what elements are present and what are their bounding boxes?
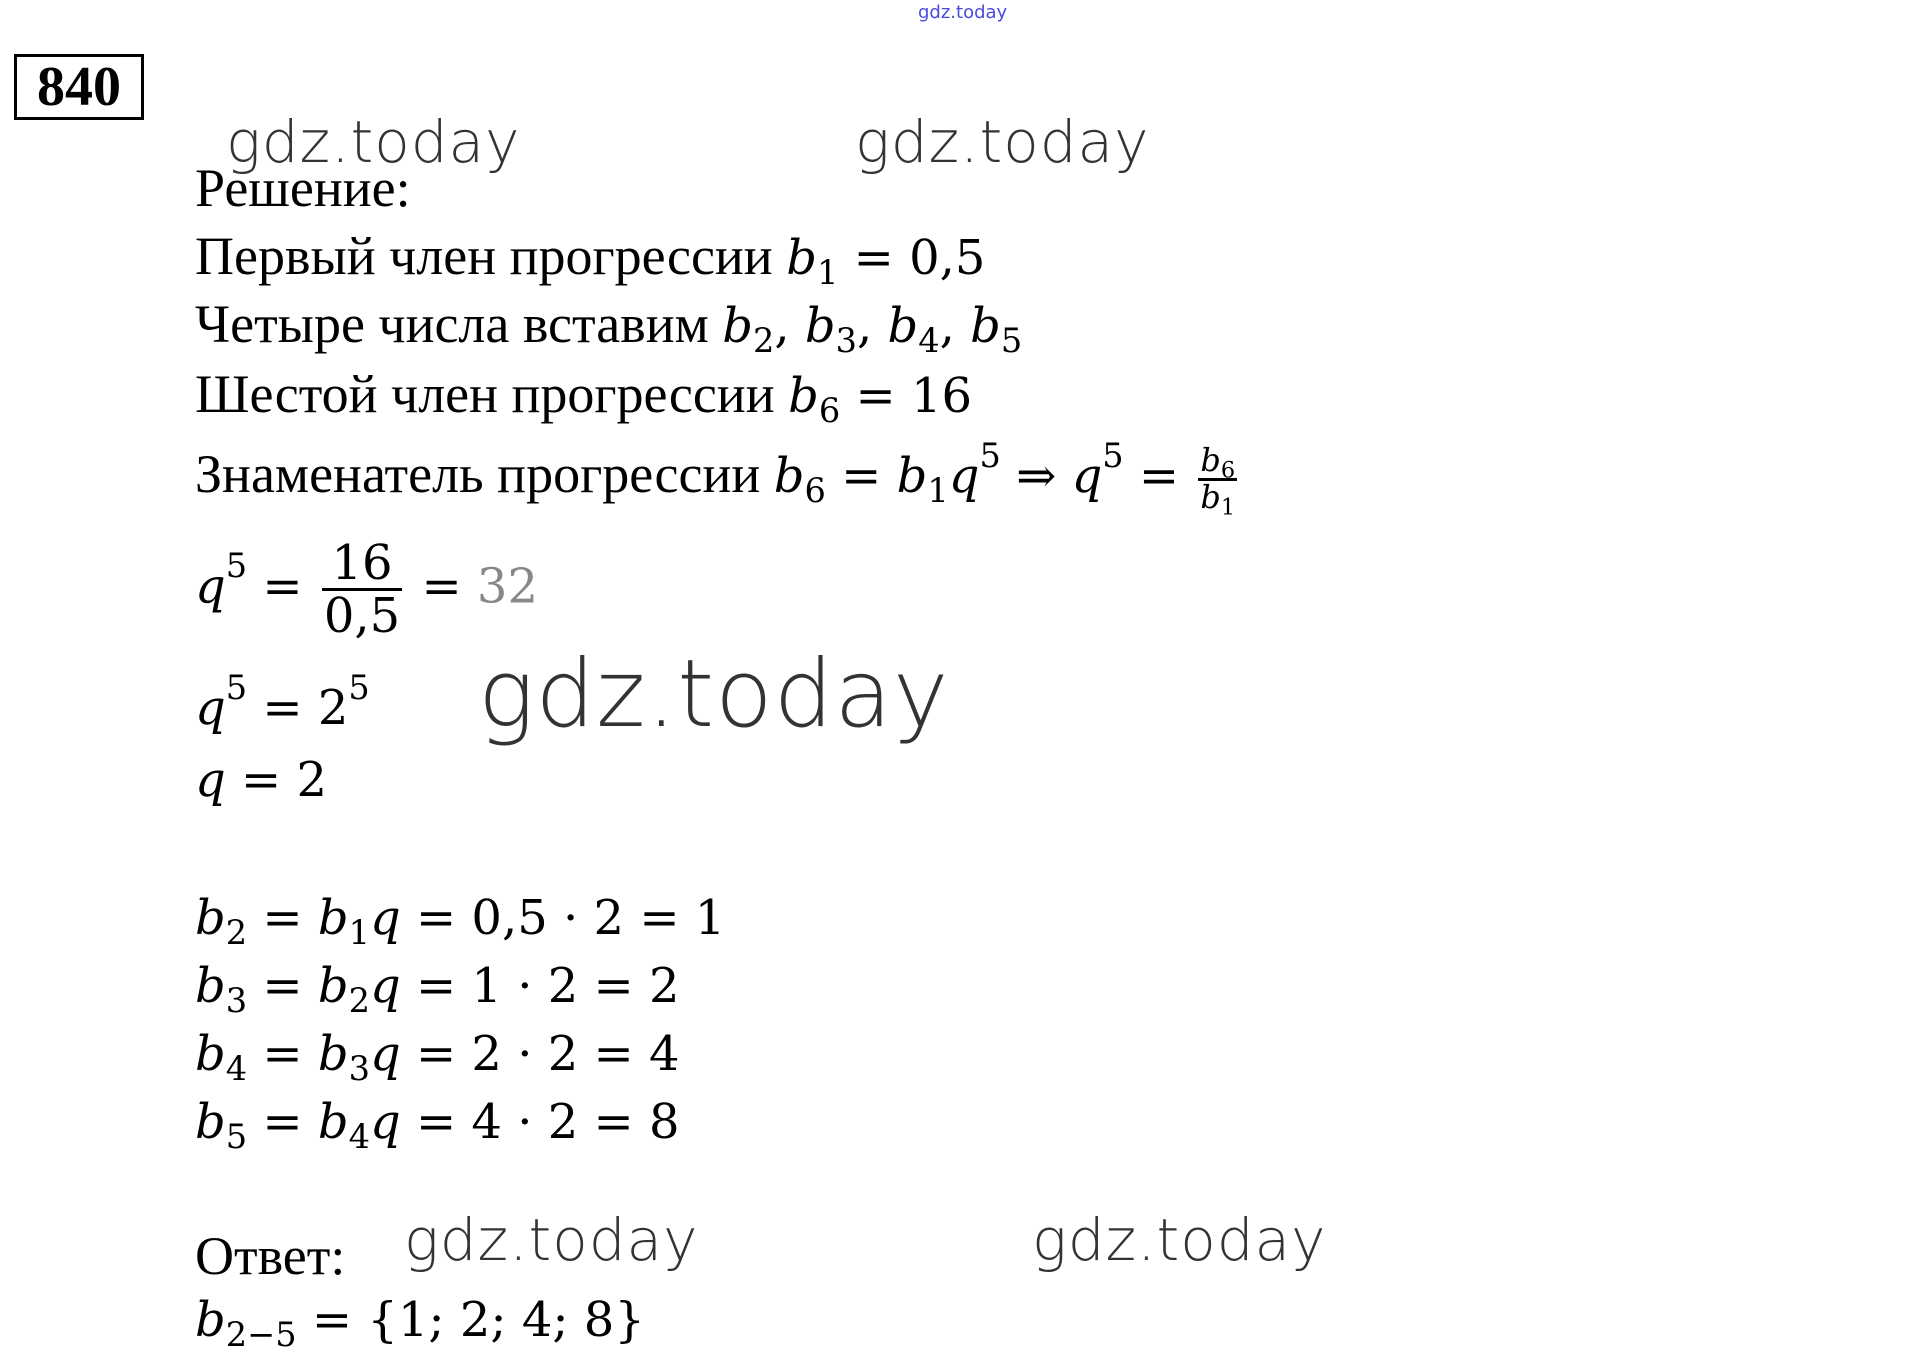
line-sixth-term-text: Шестой член прогрессии	[195, 364, 775, 424]
answer-label: Ответ:	[195, 1226, 346, 1286]
problem-number: 840	[14, 54, 144, 120]
watermark: gdz.today	[404, 1206, 699, 1274]
formula-b1: $b_1 = 0,5$	[786, 230, 986, 293]
line-first-term	[195, 226, 986, 293]
formula-q5-fraction: $q^5$ = $\frac{16}{0,5}$ = 32	[195, 535, 538, 645]
line-ratio-text: Знаменатель прогрессии	[195, 444, 761, 504]
watermark-top: gdz.today	[918, 2, 1008, 23]
watermark: gdz.today	[478, 640, 950, 749]
line-ratio	[195, 435, 1241, 521]
watermark: gdz.today	[226, 108, 521, 176]
line-first-term-text: Первый член прогрессии	[195, 226, 773, 286]
formula-b2: $b_2 = b_1q = 0,5 \cdot 2 = 1$	[195, 890, 726, 953]
formula-b5: $b_5 = b_4q = 4 \cdot 2 = 8$	[195, 1094, 680, 1157]
line-four-numbers	[195, 294, 1023, 361]
formula-b2-b5: $b_2$, $b_3$, $b_4$, $b_5$	[722, 298, 1023, 361]
formula-b6: $b_6 = 16$	[788, 368, 973, 431]
formula-ratio: $b_6 = b_1q^5$ ⇒ $q^5$ = $\frac{b_6}{b_1}$	[773, 435, 1236, 521]
line-four-numbers-text: Четыре числа вставим	[195, 294, 709, 354]
formula-q5-power: $q^5 = 2^5$	[195, 667, 370, 736]
line-sixth-term	[195, 364, 973, 431]
formula-b3: $b_3 = b_2q = 1 \cdot 2 = 2$	[195, 958, 680, 1021]
solution-heading: Решение:	[195, 158, 411, 218]
formula-b4: $b_4 = b_3q = 2 \cdot 2 = 4$	[195, 1026, 680, 1089]
formula-q: q = 2	[195, 752, 328, 808]
watermark: gdz.today	[855, 108, 1150, 176]
watermark: gdz.today	[1032, 1206, 1327, 1274]
answer-formula: $b_{2-5} = \{1$; 2; 4; 8}	[195, 1292, 645, 1355]
